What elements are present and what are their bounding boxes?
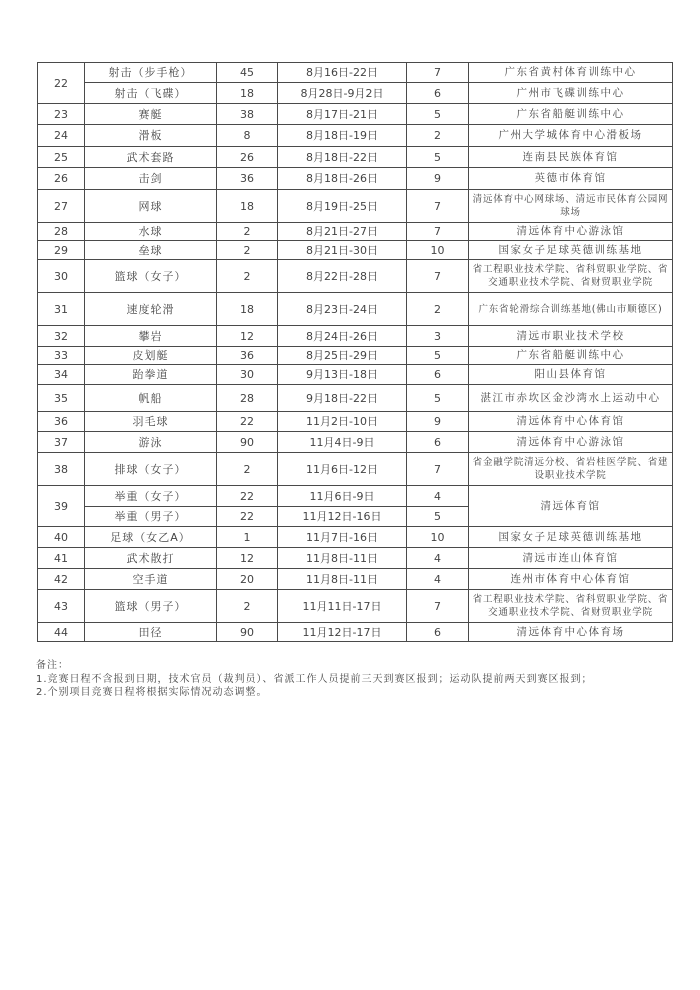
dates-cell: 8月28日-9月2日 [278, 83, 407, 104]
dates-cell: 9月13日-18日 [278, 365, 407, 385]
athletes-cell: 28 [217, 385, 278, 412]
event-cell: 举重（男子） [85, 507, 217, 527]
venue-cell: 清远市职业技术学校 [469, 326, 673, 347]
dates-cell: 11月4日-9日 [278, 432, 407, 453]
row-number: 31 [38, 293, 85, 326]
days-cell: 6 [407, 83, 469, 104]
event-cell: 速度轮滑 [85, 293, 217, 326]
venue-cell: 清远体育中心游泳馆 [469, 223, 673, 241]
days-cell: 5 [407, 385, 469, 412]
table-row [38, 223, 673, 241]
competition-schedule-table [37, 62, 673, 642]
dates-cell: 8月18日-26日 [278, 168, 407, 190]
days-cell: 10 [407, 241, 469, 260]
venue-cell: 国家女子足球英德训练基地 [469, 527, 673, 548]
event-cell: 举重（女子） [85, 486, 217, 507]
athletes-cell: 26 [217, 147, 278, 168]
notes-section [36, 659, 593, 700]
athletes-cell: 18 [217, 190, 278, 223]
venue-cell: 国家女子足球英德训练基地 [469, 241, 673, 260]
row-number: 28 [38, 223, 85, 241]
dates-cell: 8月23日-24日 [278, 293, 407, 326]
row-number: 24 [38, 125, 85, 147]
table-row [38, 147, 673, 168]
table-row [38, 385, 673, 412]
table-row [38, 432, 673, 453]
dates-cell: 11月8日-11日 [278, 548, 407, 569]
event-cell: 篮球（男子） [85, 590, 217, 623]
athletes-cell: 2 [217, 453, 278, 486]
table-row [38, 486, 673, 507]
event-cell: 击剑 [85, 168, 217, 190]
table-row [38, 125, 673, 147]
row-number: 37 [38, 432, 85, 453]
dates-cell: 9月18日-22日 [278, 385, 407, 412]
table-row [38, 548, 673, 569]
venue-cell: 清远体育中心体育馆 [469, 412, 673, 432]
event-cell: 帆船 [85, 385, 217, 412]
event-cell: 滑板 [85, 125, 217, 147]
event-cell: 射击（飞碟） [85, 83, 217, 104]
days-cell: 4 [407, 569, 469, 590]
athletes-cell: 22 [217, 507, 278, 527]
dates-cell: 8月18日-19日 [278, 125, 407, 147]
dates-cell: 8月17日-21日 [278, 104, 407, 125]
event-cell: 水球 [85, 223, 217, 241]
venue-cell: 广东省黄村体育训练中心 [469, 63, 673, 83]
venue-cell: 湛江市赤坎区金沙湾水上运动中心 [469, 385, 673, 412]
event-cell: 武术套路 [85, 147, 217, 168]
venue-cell: 阳山县体育馆 [469, 365, 673, 385]
days-cell: 6 [407, 365, 469, 385]
athletes-cell: 36 [217, 168, 278, 190]
table-row [38, 365, 673, 385]
dates-cell: 11月7日-16日 [278, 527, 407, 548]
event-cell: 空手道 [85, 569, 217, 590]
dates-cell: 11月2日-10日 [278, 412, 407, 432]
days-cell: 2 [407, 125, 469, 147]
table-row [38, 412, 673, 432]
days-cell: 7 [407, 223, 469, 241]
days-cell: 5 [407, 104, 469, 125]
table-row [38, 569, 673, 590]
table-row [38, 260, 673, 293]
row-number: 33 [38, 347, 85, 365]
row-number: 35 [38, 385, 85, 412]
row-number: 29 [38, 241, 85, 260]
venue-cell: 清远体育中心游泳馆 [469, 432, 673, 453]
dates-cell: 8月21日-30日 [278, 241, 407, 260]
dates-cell: 8月18日-22日 [278, 147, 407, 168]
row-number: 42 [38, 569, 85, 590]
venue-cell: 省金融学院清远分校、省岩桂医学院、省建设职业技术学院 [469, 453, 673, 486]
athletes-cell: 30 [217, 365, 278, 385]
venue-cell: 广东省船艇训练中心 [469, 104, 673, 125]
row-number: 43 [38, 590, 85, 623]
athletes-cell: 90 [217, 432, 278, 453]
event-cell: 网球 [85, 190, 217, 223]
days-cell: 5 [407, 347, 469, 365]
table-row [38, 104, 673, 125]
venue-cell: 英德市体育馆 [469, 168, 673, 190]
venue-cell: 连南县民族体育馆 [469, 147, 673, 168]
days-cell: 5 [407, 147, 469, 168]
venue-cell: 清远体育馆 [469, 486, 673, 527]
event-cell: 攀岩 [85, 326, 217, 347]
table-row [38, 347, 673, 365]
days-cell: 7 [407, 63, 469, 83]
row-number: 25 [38, 147, 85, 168]
event-cell: 羽毛球 [85, 412, 217, 432]
athletes-cell: 2 [217, 223, 278, 241]
dates-cell: 8月21日-27日 [278, 223, 407, 241]
row-number: 36 [38, 412, 85, 432]
event-cell: 排球（女子） [85, 453, 217, 486]
athletes-cell: 12 [217, 326, 278, 347]
athletes-cell: 36 [217, 347, 278, 365]
event-cell: 跆拳道 [85, 365, 217, 385]
dates-cell: 11月6日-12日 [278, 453, 407, 486]
dates-cell: 8月19日-25日 [278, 190, 407, 223]
athletes-cell: 1 [217, 527, 278, 548]
row-number: 38 [38, 453, 85, 486]
dates-cell: 8月25日-29日 [278, 347, 407, 365]
row-number: 34 [38, 365, 85, 385]
days-cell: 7 [407, 453, 469, 486]
dates-cell: 11月12日-16日 [278, 507, 407, 527]
venue-cell: 广州大学城体育中心滑板场 [469, 125, 673, 147]
table-row [38, 623, 673, 642]
table-row [38, 168, 673, 190]
dates-cell: 8月24日-26日 [278, 326, 407, 347]
venue-cell: 清远体育中心网球场、清远市民体育公园网球场 [469, 190, 673, 223]
days-cell: 6 [407, 432, 469, 453]
athletes-cell: 2 [217, 260, 278, 293]
event-cell: 武术散打 [85, 548, 217, 569]
venue-cell: 广东省船艇训练中心 [469, 347, 673, 365]
days-cell: 7 [407, 260, 469, 293]
event-cell: 足球（女乙A） [85, 527, 217, 548]
venue-cell: 连州市体育中心体育馆 [469, 569, 673, 590]
dates-cell: 11月8日-11日 [278, 569, 407, 590]
athletes-cell: 45 [217, 63, 278, 83]
days-cell: 9 [407, 412, 469, 432]
dates-cell: 11月12日-17日 [278, 623, 407, 642]
notes-title: 备注： [36, 660, 69, 671]
table-row [38, 83, 673, 104]
row-number: 22 [38, 63, 85, 104]
table-row [38, 190, 673, 223]
venue-cell: 省工程职业技术学院、省科贸职业学院、省交通职业技术学院、省财贸职业学院 [469, 590, 673, 623]
venue-cell: 广州市飞碟训练中心 [469, 83, 673, 104]
row-number: 26 [38, 168, 85, 190]
dates-cell: 8月16日-22日 [278, 63, 407, 83]
venue-cell: 广东省轮滑综合训练基地(佛山市顺德区) [469, 293, 673, 326]
table-row [38, 293, 673, 326]
event-cell: 皮划艇 [85, 347, 217, 365]
dates-cell: 11月6日-9日 [278, 486, 407, 507]
athletes-cell: 2 [217, 590, 278, 623]
days-cell: 10 [407, 527, 469, 548]
athletes-cell: 22 [217, 412, 278, 432]
days-cell: 4 [407, 548, 469, 569]
event-cell: 篮球（女子） [85, 260, 217, 293]
row-number: 40 [38, 527, 85, 548]
row-number: 39 [38, 486, 85, 527]
row-number: 32 [38, 326, 85, 347]
days-cell: 3 [407, 326, 469, 347]
dates-cell: 11月11日-17日 [278, 590, 407, 623]
table-row [38, 326, 673, 347]
days-cell: 2 [407, 293, 469, 326]
table-row [38, 527, 673, 548]
table-row [38, 63, 673, 83]
athletes-cell: 2 [217, 241, 278, 260]
event-cell: 游泳 [85, 432, 217, 453]
days-cell: 9 [407, 168, 469, 190]
days-cell: 4 [407, 486, 469, 507]
event-cell: 垒球 [85, 241, 217, 260]
athletes-cell: 90 [217, 623, 278, 642]
event-cell: 赛艇 [85, 104, 217, 125]
note-item: 1.竞赛日程不含报到日期，技术官员（裁判员）、省派工作人员提前三天到赛区报到；运动队提前两天到赛区报到； [36, 673, 593, 685]
row-number: 23 [38, 104, 85, 125]
venue-cell: 清远体育中心体育场 [469, 623, 673, 642]
venue-cell: 省工程职业技术学院、省科贸职业学院、省交通职业技术学院、省财贸职业学院 [469, 260, 673, 293]
athletes-cell: 18 [217, 293, 278, 326]
athletes-cell: 18 [217, 83, 278, 104]
athletes-cell: 38 [217, 104, 278, 125]
dates-cell: 8月22日-28日 [278, 260, 407, 293]
table-row [38, 590, 673, 623]
table-row [38, 453, 673, 486]
note-item: 2.个别项目竞赛日程将根据实际情况动态调整。 [36, 687, 268, 698]
row-number: 41 [38, 548, 85, 569]
event-cell: 田径 [85, 623, 217, 642]
row-number: 27 [38, 190, 85, 223]
row-number: 44 [38, 623, 85, 642]
athletes-cell: 20 [217, 569, 278, 590]
days-cell: 5 [407, 507, 469, 527]
athletes-cell: 22 [217, 486, 278, 507]
days-cell: 7 [407, 190, 469, 223]
venue-cell: 清远市连山体育馆 [469, 548, 673, 569]
athletes-cell: 12 [217, 548, 278, 569]
event-cell: 射击（步手枪） [85, 63, 217, 83]
days-cell: 7 [407, 590, 469, 623]
athletes-cell: 8 [217, 125, 278, 147]
row-number: 30 [38, 260, 85, 293]
days-cell: 6 [407, 623, 469, 642]
table-row [38, 241, 673, 260]
